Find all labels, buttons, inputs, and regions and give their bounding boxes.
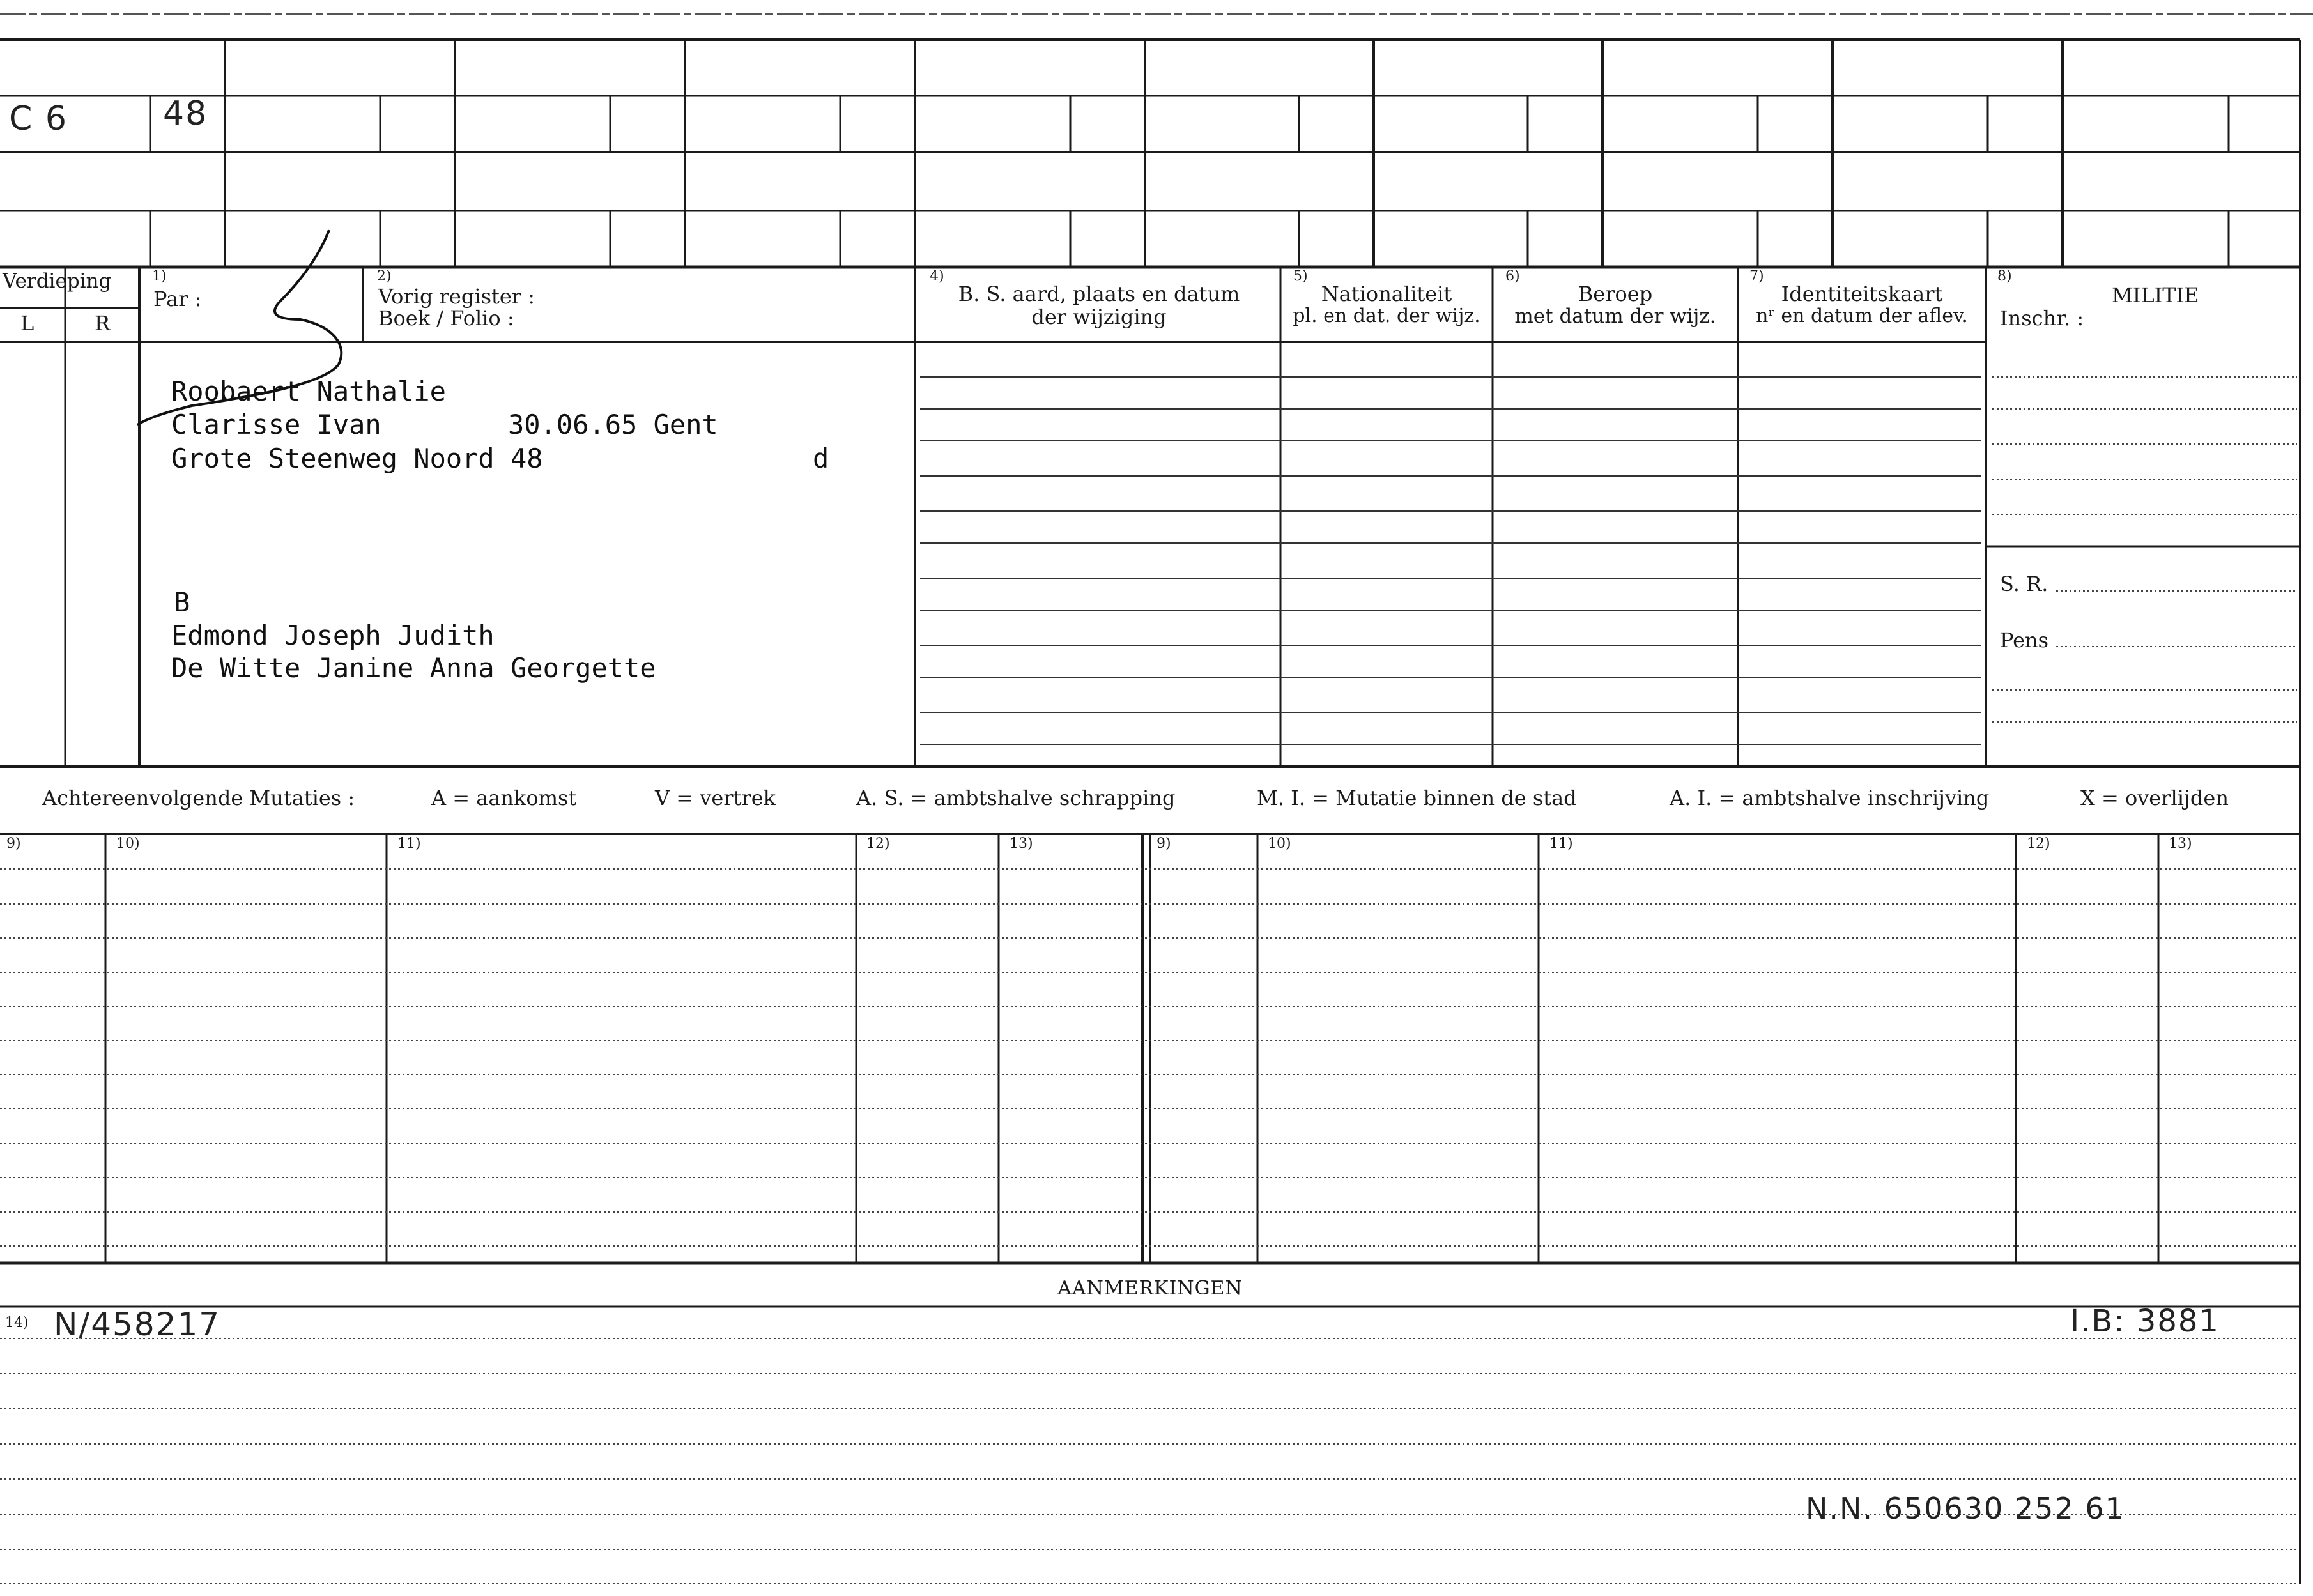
verdieping-right: R — [95, 311, 111, 335]
col1-num: 1) — [152, 268, 167, 284]
aanmerkingen-ref: N/458217 — [54, 1306, 221, 1343]
col6-line2: met datum der wijz. — [1514, 305, 1716, 328]
militie-title: MILITIE — [2112, 283, 2199, 307]
militie-sr: S. R. — [2000, 572, 2048, 596]
col6-line1: Beroep — [1578, 282, 1653, 306]
entry-line-2-date: 30.06.65 Gent — [508, 409, 718, 440]
col8-num: 8) — [1997, 268, 2012, 284]
col7-line2: nʳ en datum der aflev. — [1756, 305, 1968, 327]
aanmerkingen-title: AANMERKINGEN — [1057, 1277, 1243, 1300]
aanmerkingen-ib: I.B: 3881 — [2070, 1303, 2220, 1339]
col4-line1: B. S. aard, plaats en datum — [958, 282, 1240, 306]
aanmerkingen-num: 14) — [5, 1315, 29, 1331]
col5-line1: Nationaliteit — [1321, 282, 1452, 306]
col7-line1: Identiteitskaart — [1781, 282, 1943, 306]
militie-inschr: Inschr. : — [2000, 306, 2084, 330]
col2-num: 2) — [377, 268, 392, 284]
mut-col-12b: 12) — [2027, 836, 2050, 852]
top-block-code: C 6 — [9, 100, 68, 138]
col2-line1: Vorig register : — [378, 284, 535, 309]
mut-col-11: 11) — [397, 836, 421, 852]
mut-col-11b: 11) — [1549, 836, 1573, 852]
entry-line-3: Grote Steenweg Noord 48 — [171, 443, 543, 474]
legend-aankomst: A = aankomst — [431, 786, 577, 810]
mut-col-10b: 10) — [1268, 836, 1291, 852]
militie-pens: Pens — [2000, 628, 2049, 652]
col1-label: Par : — [153, 287, 202, 311]
col5-num: 5) — [1293, 268, 1308, 284]
legend-ambtshalve-schrapping: A. S. = ambtshalve schrapping — [856, 786, 1176, 810]
entry-mark-d: d — [813, 443, 829, 474]
legend-ambtshalve-inschrijving: A. I. = ambtshalve inschrijving — [1670, 786, 1990, 810]
mut-col-10: 10) — [116, 836, 140, 852]
legend-vertrek: V = vertrek — [655, 786, 776, 810]
col2-line2: Boek / Folio : — [378, 306, 514, 330]
legend-mutatie-binnen-stad: M. I. = Mutatie binnen de stad — [1257, 786, 1577, 810]
mut-col-9b: 9) — [1156, 836, 1171, 852]
entry-line-4: B — [174, 587, 190, 618]
entry-line-2: Clarisse Ivan — [171, 409, 381, 440]
entry-line-1: Roobaert Nathalie — [171, 376, 446, 407]
legend-overlijden: X = overlijden — [2080, 786, 2229, 810]
entry-line-5: Edmond Joseph Judith — [171, 620, 495, 651]
entry-line-6: De Witte Janine Anna Georgette — [171, 652, 656, 684]
mutaties-label: Achtereenvolgende Mutaties : — [42, 786, 355, 810]
mut-col-12: 12) — [866, 836, 890, 852]
verdieping-left: L — [20, 311, 35, 335]
col7-num: 7) — [1749, 268, 1764, 284]
col4-num: 4) — [930, 268, 944, 284]
col6-num: 6) — [1505, 268, 1520, 284]
top-block-number: 48 — [163, 95, 208, 133]
mut-col-9: 9) — [6, 836, 21, 852]
mut-col-13b: 13) — [2169, 836, 2192, 852]
aanmerkingen-nn: N.N. 650630 252 61 — [1806, 1491, 2125, 1526]
col5-line2: pl. en dat. der wijz. — [1293, 305, 1480, 327]
verdieping-title: Verdieping — [3, 270, 112, 293]
mut-col-13: 13) — [1010, 836, 1033, 852]
col4-line2: der wijziging — [1031, 305, 1167, 329]
